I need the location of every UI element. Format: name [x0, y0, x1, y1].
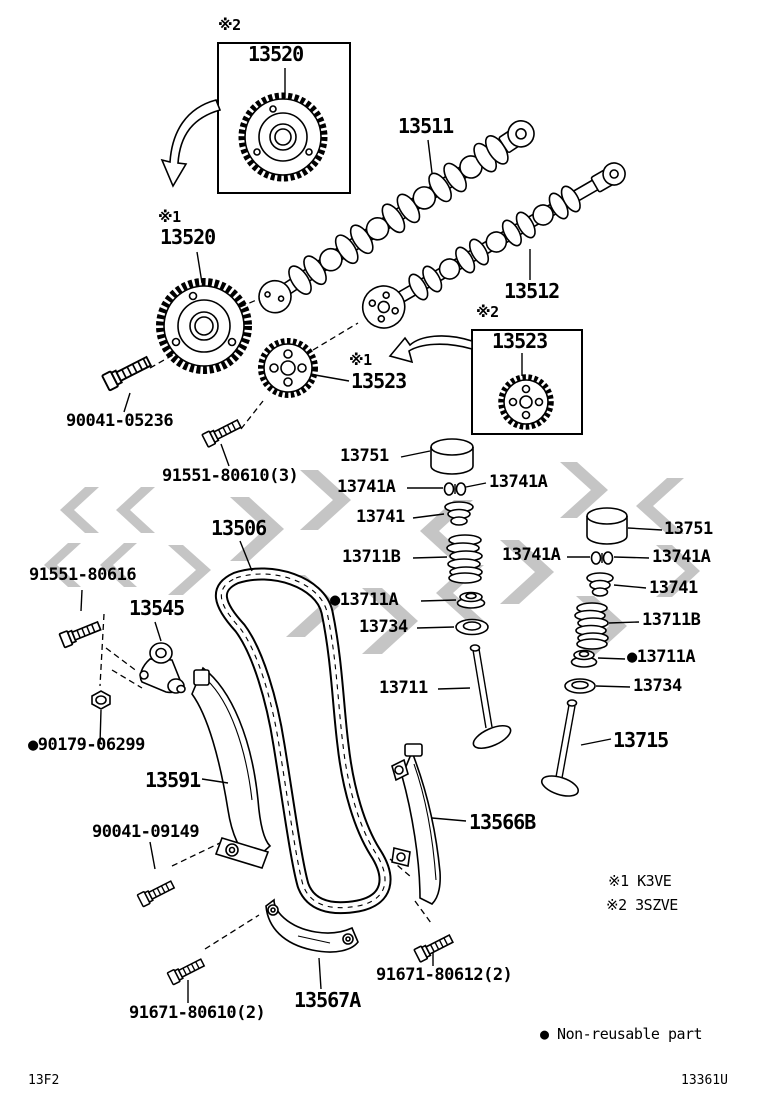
vvt-gear-13520-drawing — [160, 282, 248, 370]
bolt-90041-05236-drawing — [102, 354, 152, 391]
part-label-13506: 13506 — [211, 516, 267, 540]
slipper-13566B-drawing — [392, 744, 440, 904]
valve-seal-13734-right-drawing — [565, 679, 595, 693]
watermark-chevron — [60, 487, 99, 533]
valve-seal-13734-left-drawing — [456, 620, 488, 635]
bolt-91551-80610-drawing — [202, 417, 242, 447]
part-label-91671-80610: 91671-80610(2) — [129, 1003, 266, 1023]
part-label-13545: 13545 — [129, 596, 185, 620]
spring-seat-13711A-left-drawing — [458, 593, 485, 609]
part-label-90041-09149: 90041-09149 — [92, 822, 200, 842]
part-label-90041-05236: 90041-05236 — [66, 411, 174, 431]
page-code-right: 13361U — [681, 1073, 728, 1088]
part-label-13567a: 13567A — [294, 988, 361, 1012]
page-code-left: 13F2 — [28, 1073, 60, 1088]
part-label-13715: 13715 — [613, 728, 669, 752]
valve-spring-13711B-right-drawing — [575, 603, 608, 649]
part-label-13523-boxed: 13523 — [492, 329, 548, 353]
part-label-91671-80612: 91671-80612(2) — [376, 965, 513, 985]
valve-spring-13711B-left-drawing — [447, 535, 482, 583]
part-label-13741-right: 13741 — [649, 578, 698, 598]
bolt-91671-80610-drawing — [167, 957, 205, 985]
spring-retainer-13741-right-drawing — [587, 573, 613, 596]
bolt-90041-09149-drawing — [137, 879, 175, 907]
part-label-13741a-right-2: 13741A — [652, 547, 711, 567]
part-label-13520: 13520 — [160, 225, 216, 249]
part-label-ref1-13523: ※1 — [349, 351, 372, 369]
part-label-ref2-top: ※2 — [218, 16, 241, 34]
curved-arrow-top-left — [162, 100, 220, 186]
watermark-chevron — [168, 545, 211, 595]
sprocket-13523-drawing — [261, 341, 315, 395]
valve-lifter-13751-right-drawing — [587, 508, 627, 544]
nut-90179-06299-drawing — [92, 691, 110, 709]
part-label-13711: 13711 — [379, 678, 428, 698]
part-label-13734-right: 13734 — [633, 676, 682, 696]
part-label-91551-80610: 91551-80610(3) — [162, 466, 299, 486]
bolt-91671-80612-drawing — [414, 932, 454, 962]
part-label-13751-left: 13751 — [340, 446, 389, 466]
part-label-91551-80616: 91551-80616 — [29, 565, 137, 585]
ref-note-3szve: ※2 3SZVE — [606, 896, 678, 914]
curved-arrow-13523 — [390, 336, 472, 362]
legend-non-reusable: ● Non-reusable part — [540, 1025, 703, 1043]
valve-lifter-13751-left-drawing — [431, 439, 473, 474]
valve-keepers-13741A-left-drawing — [445, 483, 466, 495]
intake-valve-13711-drawing — [470, 645, 513, 753]
part-label-13751-right: 13751 — [664, 519, 713, 539]
part-label-13741a-left-1: 13741A — [337, 477, 396, 497]
part-label-13711a-right: ●13711A — [627, 647, 696, 667]
part-label-13741a-right-1: 13741A — [489, 472, 548, 492]
part-label-13734-left: 13734 — [359, 617, 408, 637]
part-label-13511: 13511 — [398, 114, 454, 138]
part-label-13512: 13512 — [504, 279, 560, 303]
part-label-13741-left: 13741 — [356, 507, 405, 527]
part-label-13711a-left: ●13711A — [330, 590, 399, 610]
part-label-13566b: 13566B — [469, 810, 536, 834]
part-label-13591: 13591 — [145, 768, 201, 792]
part-label-ref2-13523: ※2 — [476, 303, 499, 321]
part-label-13741a-left-2: 13741A — [502, 545, 561, 565]
exhaust-valve-13715-drawing — [539, 700, 580, 800]
valve-keepers-13741A-right-drawing — [592, 552, 613, 564]
part-label-13520-boxed: 13520 — [248, 42, 304, 66]
part-label-90179-06299: ●90179-06299 — [28, 735, 145, 755]
spring-seat-13711A-right-drawing — [572, 651, 597, 668]
tensioner-13545-drawing — [140, 643, 185, 693]
part-label-ref1-13520: ※1 — [158, 208, 181, 226]
sprocket-13523-boxed-drawing — [501, 377, 551, 427]
vvt-gear-13520-boxed-drawing — [242, 96, 324, 178]
watermark-chevron — [116, 487, 155, 533]
bolt-91551-80616-drawing — [59, 619, 102, 648]
part-label-13711b-right: 13711B — [642, 610, 701, 630]
part-label-13523: 13523 — [351, 369, 407, 393]
ref-note-k3ve: ※1 K3VE — [608, 872, 672, 890]
part-label-13711b-left: 13711B — [342, 547, 401, 567]
chain-guide-13591-drawing — [192, 668, 270, 868]
